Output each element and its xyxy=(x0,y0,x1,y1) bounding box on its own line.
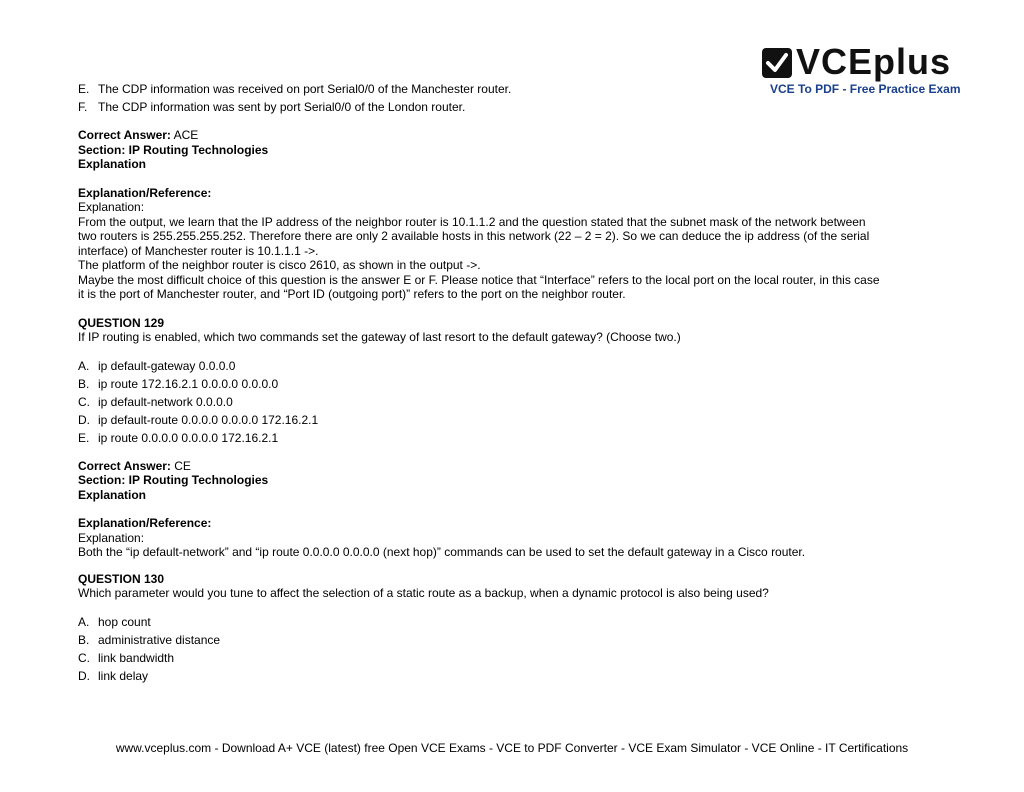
question-130 xyxy=(78,572,958,601)
option-text: ip default-route 0.0.0.0 0.0.0.0 172.16.2.1 xyxy=(98,412,319,427)
answer-value: CE xyxy=(174,458,191,473)
reference-block xyxy=(78,516,958,560)
document-content xyxy=(78,80,958,685)
option-item xyxy=(78,613,958,631)
answer-label: Correct Answer: xyxy=(78,128,171,142)
option-item xyxy=(78,357,958,375)
q129-options xyxy=(78,357,958,447)
option-letter: B. xyxy=(78,376,90,391)
option-text: ip route 172.16.2.1 0.0.0.0 0.0.0.0 xyxy=(98,376,279,391)
option-text: ip default-network 0.0.0.0 xyxy=(98,394,233,409)
reference-line: The platform of the neighbor router is cisco 2610, as shown in the output ->. xyxy=(78,258,481,272)
option-letter: D. xyxy=(78,668,90,683)
answer-label: Correct Answer: xyxy=(78,458,171,473)
reference-line: From the output, we learn that the IP address of the neighbor router is 10.1.1.2 and the question stated that the subnet mask of the network between xyxy=(78,214,866,229)
logo-wordmark: VCEplus xyxy=(796,41,952,82)
option-letter: D. xyxy=(78,412,90,427)
option-item xyxy=(78,631,958,649)
option-item xyxy=(78,429,958,447)
option-text: hop count xyxy=(98,614,151,629)
option-item xyxy=(78,375,958,393)
reference-heading: Explanation/Reference: xyxy=(78,185,212,200)
option-letter: A. xyxy=(78,614,90,629)
option-item xyxy=(78,80,958,98)
option-letter: B. xyxy=(78,632,90,647)
section-label: Section: IP Routing Technologies xyxy=(78,142,269,157)
option-letter: C. xyxy=(78,650,90,665)
option-letter: E. xyxy=(78,82,90,96)
page-footer: www.vceplus.com - Download A+ VCE (latest) free Open VCE Exams - VCE to PDF Converter - VCE Exam Simulator - VCE Online - IT Certifications xyxy=(115,741,909,755)
question-title: QUESTION 129 xyxy=(78,315,165,330)
option-text: link delay xyxy=(98,668,149,683)
option-item xyxy=(78,411,958,429)
reference-block xyxy=(78,186,958,302)
reference-line: Maybe the most difficult choice of this question is the answer E or F. Please notice that “Interface” refers to the local port on the local router, in this case xyxy=(78,272,880,287)
option-item xyxy=(78,98,958,116)
reference-subheading: Explanation: xyxy=(78,530,145,545)
q128-options xyxy=(78,80,958,116)
option-text: ip default-gateway 0.0.0.0 xyxy=(98,358,236,373)
reference-line: Both the “ip default-network” and “ip route 0.0.0.0 0.0.0.0 (next hop)” commands can be used to set the default gateway in a Cisco router. xyxy=(78,545,806,559)
reference-line: interface) of Manchester router is 10.1.1.1 ->. xyxy=(78,243,319,258)
option-letter: A. xyxy=(78,358,90,373)
option-text: The CDP information was received on port Serial0/0 of the Manchester router. xyxy=(98,82,512,96)
option-item xyxy=(78,667,958,685)
question-text: If IP routing is enabled, which two commands set the gateway of last resort to the default gateway? (Choose two.) xyxy=(78,330,681,344)
explanation-heading: Explanation xyxy=(78,157,147,171)
reference-subheading: Explanation: xyxy=(78,200,145,214)
option-item xyxy=(78,393,958,411)
logo-tagline: VCE To PDF - Free Practice Exam xyxy=(770,82,961,96)
reference-line: it is the port of Manchester router, and “Port ID (outgoing port)” refers to the port on the neighbor router. xyxy=(78,287,626,301)
option-text: The CDP information was sent by port Serial0/0 of the London router. xyxy=(98,100,466,114)
reference-heading: Explanation/Reference: xyxy=(78,516,212,530)
question-129 xyxy=(78,316,958,345)
q130-options xyxy=(78,613,958,685)
section-label: Section: IP Routing Technologies xyxy=(78,473,269,487)
option-letter: C. xyxy=(78,394,90,409)
reference-line: two routers is 255.255.255.252. Therefore there are only 2 available hosts in this network (22 – 2 = 2). So we can deduce the ip address (of the serial xyxy=(78,229,870,243)
option-text: link bandwidth xyxy=(98,650,175,665)
answer-block xyxy=(78,128,958,172)
explanation-heading: Explanation xyxy=(78,487,147,502)
question-text: Which parameter would you tune to affect the selection of a static route as a backup, when a dynamic protocol is also being used? xyxy=(78,586,769,600)
option-text: administrative distance xyxy=(98,632,221,647)
answer-value: ACE xyxy=(173,128,199,142)
answer-block xyxy=(78,459,958,503)
option-letter: F. xyxy=(78,100,88,114)
option-letter: E. xyxy=(78,430,90,445)
option-text: ip route 0.0.0.0 0.0.0.0 172.16.2.1 xyxy=(98,430,279,445)
checkmark-icon xyxy=(762,48,792,78)
question-title: QUESTION 130 xyxy=(78,571,165,586)
option-item xyxy=(78,649,958,667)
